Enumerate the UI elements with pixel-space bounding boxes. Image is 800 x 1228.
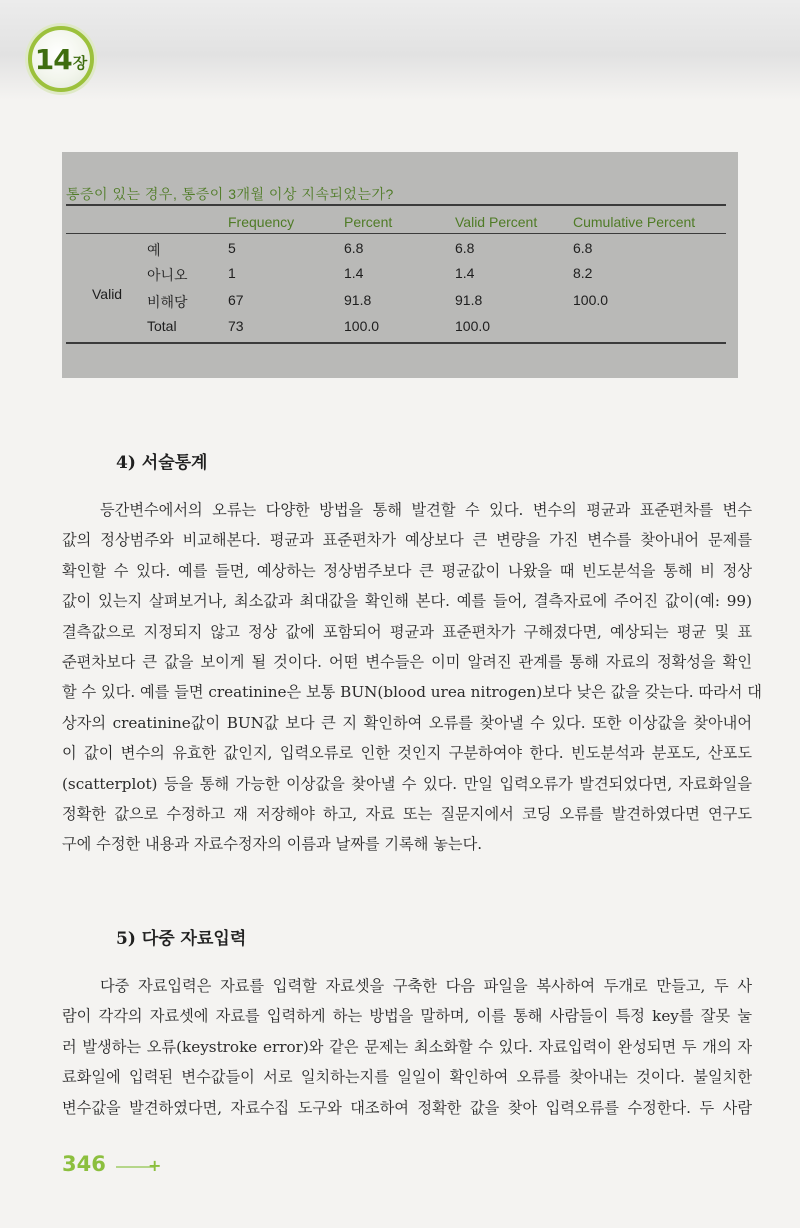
valid-group-label: Valid — [92, 286, 123, 302]
cell-frequency: 1 — [228, 265, 236, 281]
row-label: Total — [147, 318, 177, 334]
paragraph-line: 상자의 creatinine값이 BUN값 보다 큰 지 확인하여 오류를 찾아낼 수 있다. 또한 이상값을 찾아내어 — [62, 713, 752, 732]
chapter-number: 14 — [34, 42, 72, 76]
section-heading-descriptive-stats: 4) 서술통계 — [116, 453, 208, 473]
cell-cumulative-percent: 6.8 — [573, 240, 593, 256]
cell-valid-percent: 1.4 — [455, 265, 475, 281]
frequency-table — [62, 152, 738, 378]
paragraph-line: 러 발생하는 오류(keystroke error)와 같은 문제는 최소화할 수 있다. 자료입력이 완성되면 두 개의 자 — [62, 1037, 752, 1056]
cell-percent: 6.8 — [344, 240, 364, 256]
header-band — [0, 0, 800, 100]
paragraph-line: 값이 있는지 살펴보거나, 최소값과 최대값을 확인해 본다. 예를 들어, 결측자료에 주어진 값이(예: 99) — [62, 592, 752, 611]
cell-percent: 91.8 — [344, 292, 372, 308]
cell-frequency: 5 — [228, 240, 236, 256]
table-bottom-rule — [66, 342, 726, 344]
chapter-unit: 장 — [72, 53, 88, 72]
paragraph-line: 결측값으로 지정되지 않고 정상 값에 포함되어 평균과 표준편차가 구해졌다면, 예상되는 평균 및 표 — [62, 622, 752, 641]
table-header-rule — [66, 233, 726, 234]
row-label: 비해당 — [147, 294, 188, 310]
chapter-badge — [28, 26, 94, 92]
cell-cumulative-percent: 8.2 — [573, 265, 593, 281]
paragraph-line: 다중 자료입력은 자료를 입력할 자료셋을 구축한 다음 파일을 복사하여 두개로 만들고, 두 사 — [100, 977, 752, 995]
cell-frequency: 67 — [228, 292, 244, 308]
paragraph-line: 등간변수에서의 오류는 다양한 방법을 통해 발견할 수 있다. 변수의 평균과 표준편차를 변수 — [100, 501, 752, 519]
cell-cumulative-percent: 100.0 — [573, 292, 609, 308]
table-top-rule — [66, 204, 726, 206]
paragraph-line: 할 수 있다. 예를 들면 creatinine은 보통 BUN(blood urea nitrogen)보다 낮은 값을 갖는다. 따라서 대 — [62, 683, 762, 702]
plus-icon: + — [148, 1156, 162, 1175]
row-label: 예 — [147, 242, 161, 258]
column-header: Valid Percent — [455, 214, 538, 230]
paragraph-line: 람이 각각의 자료셋에 자료를 입력하게 하는 방법을 말하며, 이를 통해 사람들이 특정 key를 잘못 눌 — [62, 1007, 752, 1026]
page-number: 346 — [62, 1152, 106, 1176]
paragraph-line: 확인할 수 있다. 예를 들면, 예상하는 정상범주보다 큰 평균값이 나왔을 때 빈도분석을 통해 비 정상 — [62, 561, 752, 580]
section-heading-double-entry: 5) 다중 자료입력 — [116, 929, 247, 949]
column-header: Percent — [344, 214, 393, 230]
paragraph-line: 구에 수정한 내용과 자료수정자의 이름과 날짜를 기록해 놓는다. — [62, 835, 483, 854]
column-header: Cumulative Percent — [573, 214, 696, 230]
cell-frequency: 73 — [228, 318, 244, 334]
table-title: 통증이 있는 경우, 통증이 3개월 이상 지속되었는가? — [66, 186, 394, 202]
paragraph-line: 이 값이 변수의 유효한 값인지, 입력오류로 인한 것인지 구분하여야 한다. 빈도분석과 분포도, 산포도 — [62, 744, 752, 763]
paragraph-line: 값의 정상범주와 비교해본다. 평균과 표준편차가 예상보다 큰 변량을 가진 변수를 찾아내어 문제를 — [62, 531, 752, 550]
paragraph-line: (scatterplot) 등을 통해 가능한 이상값을 찾아낼 수 있다. 만일 입력오류가 발견되었다면, 자료화일을 — [62, 774, 752, 793]
paragraph-descriptive-stats — [62, 495, 762, 860]
paragraph-line: 료화일에 입력된 변수값들이 서로 일치하는지를 일일이 확인하여 오류를 찾아내는 것이다. 불일치한 — [62, 1068, 752, 1087]
paragraph-double-entry — [62, 971, 752, 1123]
cell-percent: 100.0 — [344, 318, 380, 334]
paragraph-line: 변수값을 발견하였다면, 자료수집 도구와 대조하여 정확한 값을 찾아 입력오류를 수정한다. 두 사람 — [62, 1098, 752, 1117]
column-header: Frequency — [228, 214, 295, 230]
cell-percent: 1.4 — [344, 265, 364, 281]
cell-valid-percent: 6.8 — [455, 240, 475, 256]
row-label: 아니오 — [147, 267, 188, 283]
paragraph-line: 준편차보다 큰 값을 보이게 될 것이다. 어떤 변수들은 이미 알려진 관계를 통해 자료의 정확성을 확인 — [62, 653, 752, 672]
paragraph-line: 정확한 값으로 수정하고 재 저장해야 하고, 자료 또는 질문지에서 코딩 오류를 발견하였다면 연구도 — [62, 805, 752, 824]
cell-valid-percent: 100.0 — [455, 318, 491, 334]
cell-valid-percent: 91.8 — [455, 292, 483, 308]
